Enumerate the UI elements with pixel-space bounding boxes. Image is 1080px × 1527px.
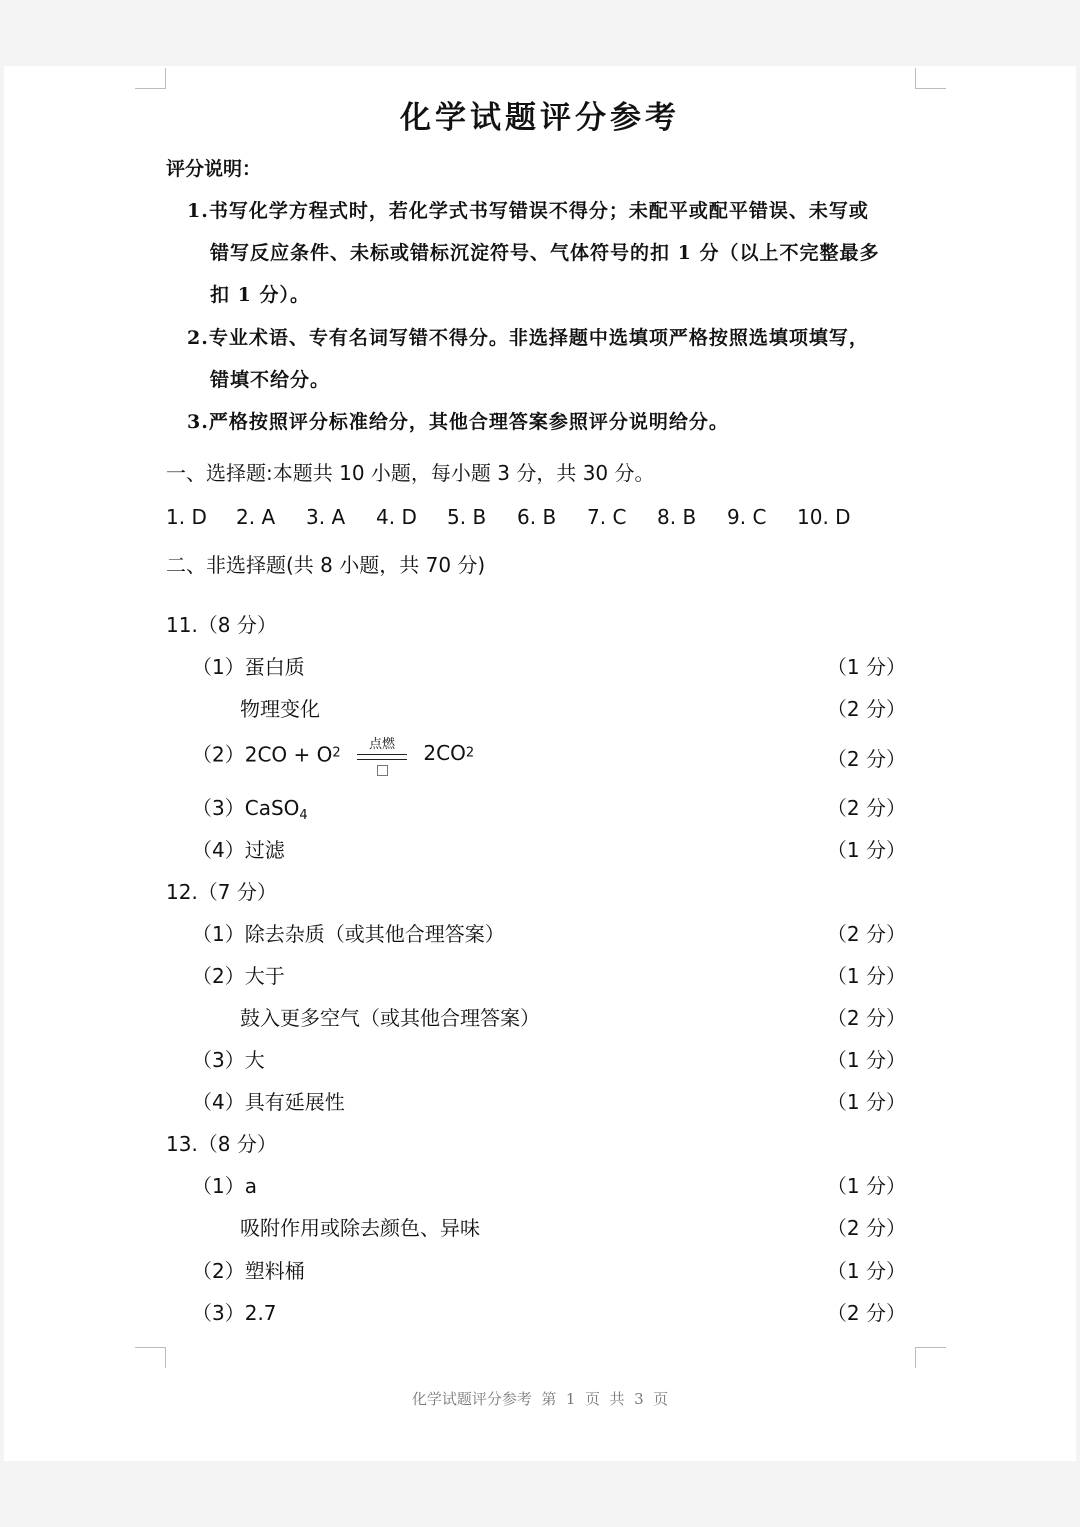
corner-mark-bottom-left [135,1347,166,1368]
mc-answer: 7. C [587,505,627,529]
q12-score-1: （2 分） [826,922,906,946]
section1-title: 一、选择题:本题共 10 小题，每小题 3 分，共 30 分。 [166,461,655,485]
q12-answer-4: （4）具有延展性 [192,1090,345,1114]
note-1: 1.书写化学方程式时，若化学式书写错误不得分；未配平或配平错误、未写或 [187,200,869,222]
corner-mark-top-right [915,68,946,89]
placeholder-box-icon [377,765,388,776]
q11-answer-3 [192,792,308,823]
q13-header: 13.（8 分） [166,1132,277,1156]
note-1-line-2: 错写反应条件、未标或错标沉淀符号、气体符号的扣 1 分（以上不完整最多 [210,242,880,264]
note-1-line-3: 扣 1 分）。 [210,284,310,306]
mc-answer: 10. D [797,505,851,529]
answer-text: （3）CaSO [192,796,300,820]
page-title: 化学试题评分参考 [400,100,680,136]
mc-answer: 1. D [166,505,207,529]
q11-score-1: （1 分） [826,655,906,679]
q11-score-1b: （2 分） [826,697,906,721]
corner-mark-bottom-right [915,1347,946,1368]
q12-score-2b: （2 分） [826,1006,906,1030]
note-2-line-2: 错填不给分。 [210,369,331,391]
equation-subscript: 2 [465,745,475,761]
q11-score-3: （2 分） [826,796,906,820]
q13-answer-1b: 吸附作用或除去颜色、异味 [240,1216,480,1240]
formula-subscript: 4 [299,808,308,823]
q11-equation [192,735,474,775]
equation-reactants: （2）2CO + O [192,742,333,767]
mc-answer: 9. C [727,505,767,529]
mc-answer: 2. A [236,505,276,529]
q11-score-4: （1 分） [826,838,906,862]
equals-line-bottom [357,759,407,760]
q11-answer-1: （1）蛋白质 [192,655,305,679]
mc-answer: 5. B [447,505,487,529]
corner-mark-top-left [135,68,166,89]
mc-answer: 6. B [517,505,557,529]
q13-answer-1: （1）a [192,1174,257,1198]
q12-score-3: （1 分） [826,1048,906,1072]
q12-answer-3: （3）大 [192,1048,265,1072]
equals-line-top [357,754,407,755]
q11-answer-1b: 物理变化 [240,697,320,721]
mc-answer: 8. B [657,505,697,529]
reaction-condition [355,735,409,771]
q12-answer-2b: 鼓入更多空气（或其他合理答案） [240,1006,540,1030]
section2-title: 二、非选择题(共 8 小题，共 70 分) [166,553,486,577]
q13-score-1: （1 分） [826,1174,906,1198]
equation-subscript: 2 [332,745,341,761]
q13-score-2: （1 分） [826,1259,906,1283]
mc-answer: 3. A [306,505,346,529]
page-footer: 化学试题评分参考 第 1 页 共 3 页 [411,1390,669,1408]
equation-product: 2CO [423,741,466,765]
mc-answer: 4. D [376,505,417,529]
q12-score-4: （1 分） [826,1090,906,1114]
condition-label: 点燃 [369,737,396,752]
q13-score-1b: （2 分） [826,1216,906,1240]
q12-score-2: （1 分） [826,964,906,988]
q13-score-3: （2 分） [826,1301,906,1325]
q13-answer-3: （3）2.7 [192,1301,277,1325]
document-page [4,66,1076,1461]
note-3: 3.严格按照评分标准给分，其他合理答案参照评分说明给分。 [187,411,729,433]
q12-answer-1: （1）除去杂质（或其他合理答案） [192,922,505,946]
q11-answer-4: （4）过滤 [192,838,285,862]
note-2: 2.专业术语、专有名词写错不得分。非选择题中选填项严格按照选填项填写， [187,327,869,349]
q11-header: 11.（8 分） [166,613,277,637]
q13-answer-2: （2）塑料桶 [192,1259,305,1283]
q11-score-2: （2 分） [826,747,906,771]
q12-answer-2: （2）大于 [192,964,285,988]
q12-header: 12.（7 分） [166,880,277,904]
notes-title: 评分说明： [166,158,262,180]
